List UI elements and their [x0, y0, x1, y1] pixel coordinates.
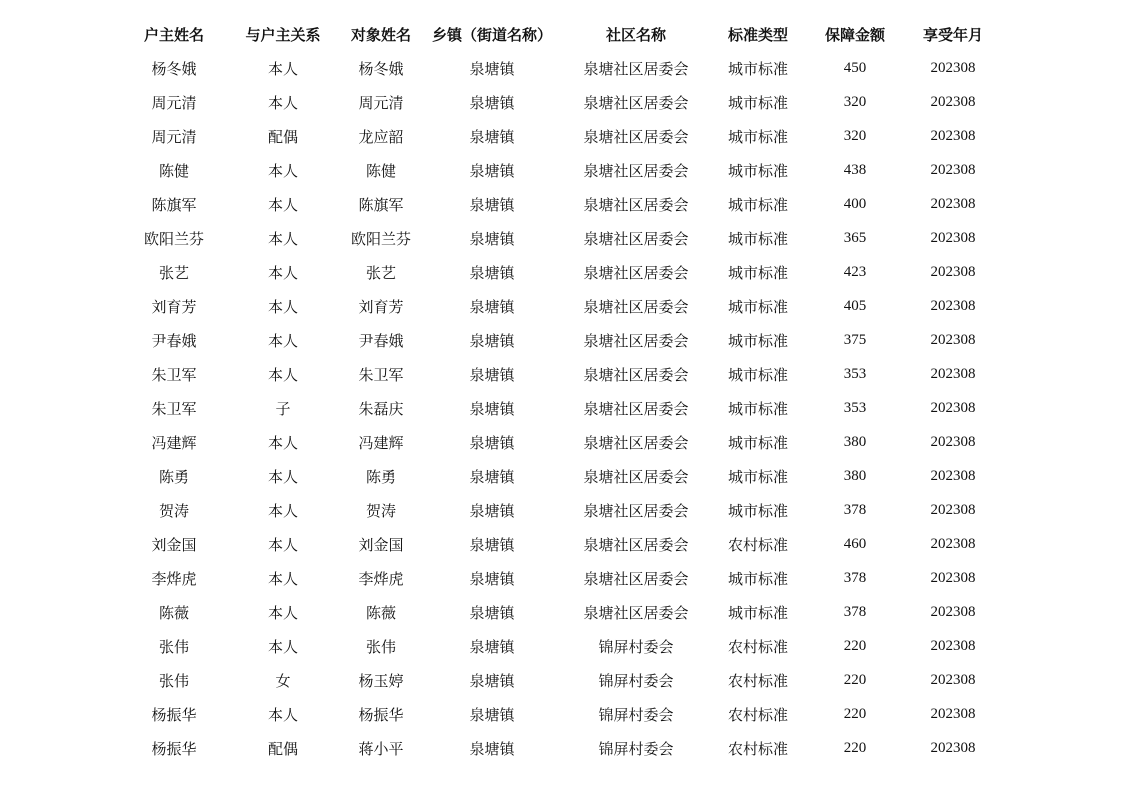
community-cell: 锦屏村委会: [598, 705, 674, 724]
table-row: [123, 221, 1003, 255]
household-head-cell: 周元清: [151, 127, 197, 146]
household-head-cell: 陈薇: [158, 603, 189, 622]
township-cell: 泉塘镇: [469, 569, 515, 588]
month-cell: 202308: [930, 331, 976, 348]
township-cell: 泉塘镇: [469, 467, 515, 486]
standard-type-cell: 城市标准: [727, 569, 788, 588]
community-cell: 泉塘社区居委会: [583, 501, 689, 520]
household-head-cell: 张伟: [158, 637, 189, 656]
month-cell: 202308: [930, 467, 976, 484]
table-row: [123, 357, 1003, 391]
amount-cell: 220: [843, 671, 867, 688]
relation-cell: 本人: [267, 195, 298, 214]
community-cell: 泉塘社区居委会: [583, 399, 689, 418]
relation-cell: 本人: [267, 467, 298, 486]
standard-type-cell: 城市标准: [727, 263, 788, 282]
table-row: [123, 289, 1003, 323]
month-cell: 202308: [930, 297, 976, 314]
amount-cell: 375: [843, 331, 867, 348]
standard-type-cell: 城市标准: [727, 229, 788, 248]
month-cell: 202308: [930, 569, 976, 586]
document-page: [0, 17, 1122, 765]
relation-cell: 本人: [267, 331, 298, 350]
relation-cell: 配偶: [267, 127, 298, 146]
community-cell: 泉塘社区居委会: [583, 195, 689, 214]
township-cell: 泉塘镇: [469, 433, 515, 452]
amount-cell: 378: [843, 501, 867, 518]
standard-type-cell: 城市标准: [727, 399, 788, 418]
standard-type-cell: 城市标准: [727, 297, 788, 316]
table-row: [123, 493, 1003, 527]
community-cell: 泉塘社区居委会: [583, 467, 689, 486]
amount-cell: 378: [843, 603, 867, 620]
amount-cell: 405: [843, 297, 867, 314]
township-cell: 泉塘镇: [469, 297, 515, 316]
relation-cell: 本人: [267, 59, 298, 78]
community-cell: 泉塘社区居委会: [583, 93, 689, 112]
amount-cell: 423: [843, 263, 867, 280]
relation-cell: 本人: [267, 365, 298, 384]
township-cell: 泉塘镇: [469, 331, 515, 350]
recipient-name-cell: 杨冬娥: [358, 59, 404, 78]
month-cell: 202308: [930, 501, 976, 518]
relation-cell: 本人: [267, 535, 298, 554]
month-cell: 202308: [930, 603, 976, 620]
township-cell: 泉塘镇: [469, 127, 515, 146]
amount-cell: 220: [843, 637, 867, 654]
standard-type-cell: 城市标准: [727, 161, 788, 180]
recipient-name-cell: 朱卫军: [358, 365, 404, 384]
household-head-cell: 朱卫军: [151, 365, 197, 384]
household-head-cell: 杨振华: [151, 739, 197, 758]
standard-type-cell: 农村标准: [727, 637, 788, 656]
recipient-name-cell: 张伟: [365, 637, 396, 656]
relation-cell: 本人: [267, 297, 298, 316]
standard-type-cell: 城市标准: [727, 501, 788, 520]
community-cell: 泉塘社区居委会: [583, 297, 689, 316]
relation-cell: 本人: [267, 705, 298, 724]
table-row: [123, 595, 1003, 629]
header-community: 社区名称: [605, 25, 666, 44]
month-cell: 202308: [930, 59, 976, 76]
month-cell: 202308: [930, 705, 976, 722]
amount-cell: 378: [843, 569, 867, 586]
benefit-table: [123, 17, 1003, 765]
relation-cell: 本人: [267, 263, 298, 282]
township-cell: 泉塘镇: [469, 501, 515, 520]
month-cell: 202308: [930, 161, 976, 178]
recipient-name-cell: 周元清: [358, 93, 404, 112]
amount-cell: 320: [843, 127, 867, 144]
township-cell: 泉塘镇: [469, 637, 515, 656]
table-row: [123, 663, 1003, 697]
township-cell: 泉塘镇: [469, 739, 515, 758]
community-cell: 泉塘社区居委会: [583, 331, 689, 350]
standard-type-cell: 城市标准: [727, 467, 788, 486]
community-cell: 泉塘社区居委会: [583, 603, 689, 622]
community-cell: 泉塘社区居委会: [583, 535, 689, 554]
standard-type-cell: 城市标准: [727, 59, 788, 78]
household-head-cell: 杨振华: [151, 705, 197, 724]
standard-type-cell: 城市标准: [727, 433, 788, 452]
amount-cell: 220: [843, 739, 867, 756]
header-relation: 与户主关系: [245, 25, 321, 44]
community-cell: 泉塘社区居委会: [583, 127, 689, 146]
relation-cell: 子: [275, 399, 291, 418]
amount-cell: 400: [843, 195, 867, 212]
township-cell: 泉塘镇: [469, 161, 515, 180]
township-cell: 泉塘镇: [469, 671, 515, 690]
recipient-name-cell: 陈健: [365, 161, 396, 180]
household-head-cell: 周元清: [151, 93, 197, 112]
recipient-name-cell: 李烨虎: [358, 569, 404, 588]
community-cell: 锦屏村委会: [598, 739, 674, 758]
recipient-name-cell: 冯建辉: [358, 433, 404, 452]
standard-type-cell: 城市标准: [727, 127, 788, 146]
recipient-name-cell: 蒋小平: [358, 739, 404, 758]
recipient-name-cell: 张艺: [365, 263, 396, 282]
township-cell: 泉塘镇: [469, 59, 515, 78]
standard-type-cell: 农村标准: [727, 671, 788, 690]
header-row: [123, 17, 1003, 51]
household-head-cell: 陈勇: [158, 467, 189, 486]
relation-cell: 本人: [267, 637, 298, 656]
relation-cell: 本人: [267, 603, 298, 622]
table-row: [123, 527, 1003, 561]
header-month: 享受年月: [922, 25, 983, 44]
community-cell: 泉塘社区居委会: [583, 433, 689, 452]
table-row: [123, 731, 1003, 765]
township-cell: 泉塘镇: [469, 705, 515, 724]
table-body: [123, 51, 1003, 765]
relation-cell: 女: [275, 671, 291, 690]
table-row: [123, 255, 1003, 289]
relation-cell: 本人: [267, 93, 298, 112]
household-head-cell: 贺涛: [158, 501, 189, 520]
recipient-name-cell: 杨振华: [358, 705, 404, 724]
month-cell: 202308: [930, 433, 976, 450]
recipient-name-cell: 欧阳兰芬: [350, 229, 411, 248]
month-cell: 202308: [930, 671, 976, 688]
month-cell: 202308: [930, 263, 976, 280]
recipient-name-cell: 陈薇: [365, 603, 396, 622]
standard-type-cell: 城市标准: [727, 331, 788, 350]
household-head-cell: 陈旗军: [151, 195, 197, 214]
month-cell: 202308: [930, 127, 976, 144]
household-head-cell: 刘育芳: [151, 297, 197, 316]
table-row: [123, 51, 1003, 85]
table-row: [123, 119, 1003, 153]
standard-type-cell: 农村标准: [727, 535, 788, 554]
relation-cell: 本人: [267, 161, 298, 180]
community-cell: 泉塘社区居委会: [583, 569, 689, 588]
household-head-cell: 张艺: [158, 263, 189, 282]
household-head-cell: 欧阳兰芬: [143, 229, 204, 248]
table-row: [123, 85, 1003, 119]
community-cell: 泉塘社区居委会: [583, 365, 689, 384]
recipient-name-cell: 刘金国: [358, 535, 404, 554]
recipient-name-cell: 龙应韶: [358, 127, 404, 146]
household-head-cell: 李烨虎: [151, 569, 197, 588]
standard-type-cell: 城市标准: [727, 603, 788, 622]
amount-cell: 353: [843, 365, 867, 382]
community-cell: 泉塘社区居委会: [583, 229, 689, 248]
table-row: [123, 323, 1003, 357]
table-row: [123, 459, 1003, 493]
standard-type-cell: 城市标准: [727, 195, 788, 214]
township-cell: 泉塘镇: [469, 229, 515, 248]
township-cell: 泉塘镇: [469, 603, 515, 622]
household-head-cell: 刘金国: [151, 535, 197, 554]
month-cell: 202308: [930, 399, 976, 416]
month-cell: 202308: [930, 365, 976, 382]
header-household-head: 户主姓名: [143, 25, 204, 44]
community-cell: 锦屏村委会: [598, 671, 674, 690]
township-cell: 泉塘镇: [469, 195, 515, 214]
community-cell: 锦屏村委会: [598, 637, 674, 656]
month-cell: 202308: [930, 229, 976, 246]
month-cell: 202308: [930, 739, 976, 756]
relation-cell: 本人: [267, 501, 298, 520]
header-amount: 保障金额: [824, 25, 885, 44]
header-standard-type: 标准类型: [727, 25, 788, 44]
month-cell: 202308: [930, 637, 976, 654]
recipient-name-cell: 尹春娥: [358, 331, 404, 350]
table-row: [123, 561, 1003, 595]
relation-cell: 本人: [267, 433, 298, 452]
relation-cell: 本人: [267, 569, 298, 588]
standard-type-cell: 农村标准: [727, 739, 788, 758]
standard-type-cell: 城市标准: [727, 93, 788, 112]
township-cell: 泉塘镇: [469, 93, 515, 112]
township-cell: 泉塘镇: [469, 399, 515, 418]
community-cell: 泉塘社区居委会: [583, 59, 689, 78]
amount-cell: 353: [843, 399, 867, 416]
recipient-name-cell: 刘育芳: [358, 297, 404, 316]
month-cell: 202308: [930, 195, 976, 212]
table-row: [123, 153, 1003, 187]
table-row: [123, 391, 1003, 425]
community-cell: 泉塘社区居委会: [583, 161, 689, 180]
header-township: 乡镇（街道名称）: [431, 25, 552, 44]
amount-cell: 220: [843, 705, 867, 722]
recipient-name-cell: 陈旗军: [358, 195, 404, 214]
household-head-cell: 冯建辉: [151, 433, 197, 452]
standard-type-cell: 城市标准: [727, 365, 788, 384]
relation-cell: 配偶: [267, 739, 298, 758]
table-row: [123, 425, 1003, 459]
recipient-name-cell: 陈勇: [365, 467, 396, 486]
recipient-name-cell: 杨玉婷: [358, 671, 404, 690]
amount-cell: 438: [843, 161, 867, 178]
household-head-cell: 张伟: [158, 671, 189, 690]
table-row: [123, 697, 1003, 731]
amount-cell: 380: [843, 467, 867, 484]
recipient-name-cell: 贺涛: [365, 501, 396, 520]
recipient-name-cell: 朱磊庆: [358, 399, 404, 418]
table-row: [123, 187, 1003, 221]
month-cell: 202308: [930, 93, 976, 110]
township-cell: 泉塘镇: [469, 535, 515, 554]
table-row: [123, 629, 1003, 663]
township-cell: 泉塘镇: [469, 263, 515, 282]
community-cell: 泉塘社区居委会: [583, 263, 689, 282]
township-cell: 泉塘镇: [469, 365, 515, 384]
month-cell: 202308: [930, 535, 976, 552]
household-head-cell: 杨冬娥: [151, 59, 197, 78]
header-recipient-name: 对象姓名: [350, 25, 411, 44]
amount-cell: 380: [843, 433, 867, 450]
amount-cell: 365: [843, 229, 867, 246]
household-head-cell: 陈健: [158, 161, 189, 180]
amount-cell: 450: [843, 59, 867, 76]
amount-cell: 460: [843, 535, 867, 552]
amount-cell: 320: [843, 93, 867, 110]
household-head-cell: 朱卫军: [151, 399, 197, 418]
relation-cell: 本人: [267, 229, 298, 248]
standard-type-cell: 农村标准: [727, 705, 788, 724]
household-head-cell: 尹春娥: [151, 331, 197, 350]
